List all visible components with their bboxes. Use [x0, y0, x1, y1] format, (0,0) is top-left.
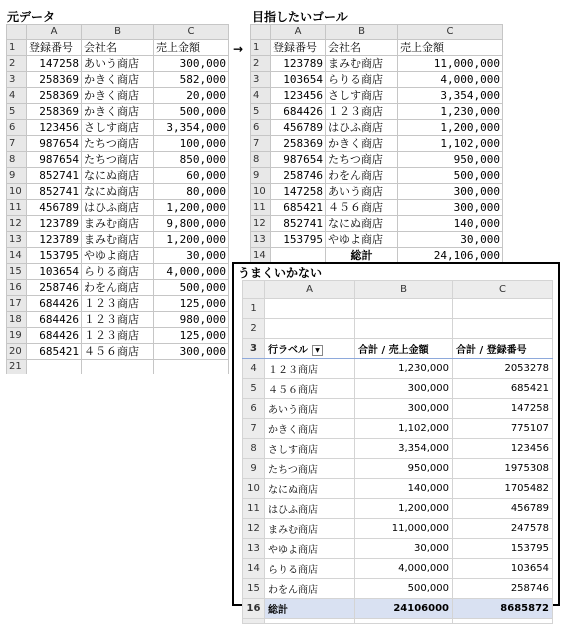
cell-company[interactable]: ４５６商店 [326, 200, 398, 216]
row-header[interactable]: 7 [243, 419, 265, 439]
pivot-row-label[interactable]: まみむ商店 [265, 519, 355, 539]
source-title: 元データ [7, 10, 56, 24]
cell-company[interactable]: さしす商店 [326, 88, 398, 104]
cell[interactable] [265, 619, 355, 624]
cell-id[interactable]: 258369 [27, 104, 82, 120]
pivot-total-id[interactable]: 8685872 [453, 599, 553, 619]
cell-amount[interactable]: 500,000 [154, 280, 229, 296]
pivot-row-label[interactable]: ４５６商店 [265, 379, 355, 399]
pivot-row-label[interactable]: らりる商店 [265, 559, 355, 579]
row-header[interactable]: 11 [243, 499, 265, 519]
cell[interactable] [154, 360, 229, 375]
row-header[interactable]: 2 [243, 319, 265, 339]
row-header[interactable]: 11 [251, 200, 271, 216]
cell-amount[interactable]: 9,800,000 [154, 216, 229, 232]
row-header[interactable]: 10 [7, 184, 27, 200]
row-header[interactable]: 15 [243, 579, 265, 599]
value-header-sales[interactable]: 合計 / 売上金額 [355, 339, 453, 359]
goal-title: 目指したいゴール [252, 10, 348, 24]
row-header[interactable]: 20 [7, 344, 27, 360]
cell-amount[interactable]: 500,000 [154, 104, 229, 120]
pivot-sales-sum[interactable]: 4,000,000 [355, 559, 453, 579]
pivot-sales-sum[interactable]: 3,354,000 [355, 439, 453, 459]
pivot-id-sum[interactable]: 775107 [453, 419, 553, 439]
cell-id[interactable]: 852741 [27, 184, 82, 200]
cell-id[interactable]: 147258 [27, 56, 82, 72]
cell-amount[interactable]: 980,000 [154, 312, 229, 328]
cell-amount[interactable]: 20,000 [154, 88, 229, 104]
column-header[interactable]: B [355, 281, 453, 299]
cell-id[interactable]: 685421 [271, 200, 326, 216]
pivot-row-label[interactable]: なにぬ商店 [265, 479, 355, 499]
select-all-corner[interactable] [243, 281, 265, 299]
cell-id[interactable]: 258369 [27, 88, 82, 104]
cell-amount[interactable]: 850,000 [154, 152, 229, 168]
cell-company[interactable]: かきく商店 [82, 72, 154, 88]
row-header[interactable]: 7 [251, 136, 271, 152]
cell-id[interactable]: 456789 [27, 200, 82, 216]
row-header[interactable]: 14 [251, 248, 271, 264]
cell-id[interactable]: 103654 [27, 264, 82, 280]
pivot-row-label[interactable]: １２３商店 [265, 359, 355, 379]
cell-amount[interactable]: 4,000,000 [154, 264, 229, 280]
cell-id[interactable]: 852741 [27, 168, 82, 184]
total-value[interactable]: 24,106,000 [398, 248, 503, 264]
pivot-sales-sum[interactable]: 500,000 [355, 579, 453, 599]
row-header[interactable]: 8 [7, 152, 27, 168]
cell[interactable] [355, 319, 453, 339]
cell-amount[interactable]: 30,000 [154, 248, 229, 264]
cell-amount[interactable]: 1,200,000 [154, 200, 229, 216]
cell-company[interactable]: さしす商店 [82, 120, 154, 136]
row-header[interactable]: 1 [7, 40, 27, 56]
pivot-total-label[interactable]: 総計 [265, 599, 355, 619]
pivot-sales-sum[interactable]: 140,000 [355, 479, 453, 499]
cell[interactable] [453, 319, 553, 339]
cell-amount[interactable]: 140,000 [398, 216, 503, 232]
cell-id[interactable]: 123456 [271, 88, 326, 104]
pivot-id-sum[interactable]: 103654 [453, 559, 553, 579]
pivot-row-label[interactable]: はひふ商店 [265, 499, 355, 519]
row-header[interactable]: 13 [251, 232, 271, 248]
cell-company[interactable]: たちつ商店 [326, 152, 398, 168]
cell-id[interactable]: 258746 [271, 168, 326, 184]
column-header[interactable]: A [271, 25, 326, 40]
dropdown-filter-icon[interactable]: ▼ [312, 345, 323, 356]
cell[interactable] [27, 360, 82, 375]
row-header[interactable]: 3 [7, 72, 27, 88]
cell[interactable] [82, 360, 154, 375]
cell-company[interactable]: やゆよ商店 [326, 232, 398, 248]
pivot-sales-sum[interactable]: 300,000 [355, 379, 453, 399]
cell-id[interactable]: 684426 [27, 328, 82, 344]
cell-id[interactable]: 103654 [271, 72, 326, 88]
pivot-id-sum[interactable]: 1705482 [453, 479, 553, 499]
cell-amount[interactable]: 1,230,000 [398, 104, 503, 120]
cell-amount[interactable]: 3,354,000 [154, 120, 229, 136]
value-header-id[interactable]: 合計 / 登録番号 [453, 339, 553, 359]
cell-id[interactable]: 147258 [271, 184, 326, 200]
cell[interactable] [265, 319, 355, 339]
cell-company[interactable]: かきく商店 [82, 104, 154, 120]
cell-company[interactable]: わをん商店 [326, 168, 398, 184]
cell-id[interactable]: 987654 [27, 152, 82, 168]
cell-id[interactable]: 123789 [271, 56, 326, 72]
pivot-row-label[interactable]: さしす商店 [265, 439, 355, 459]
pivot-id-sum[interactable]: 685421 [453, 379, 553, 399]
cell-company[interactable]: １２３商店 [82, 312, 154, 328]
column-header[interactable]: A [27, 25, 82, 40]
row-header[interactable]: 8 [251, 152, 271, 168]
row-header[interactable]: 2 [251, 56, 271, 72]
row-header[interactable]: 4 [243, 359, 265, 379]
cell-company[interactable]: １２３商店 [82, 328, 154, 344]
column-header[interactable]: C [154, 25, 229, 40]
cell-company[interactable]: １２３商店 [326, 104, 398, 120]
row-header[interactable]: 1 [243, 299, 265, 319]
header-cell[interactable]: 会社名 [82, 40, 154, 56]
cell-id[interactable]: 684426 [271, 104, 326, 120]
cell-company[interactable]: なにぬ商店 [82, 184, 154, 200]
row-header[interactable]: 9 [7, 168, 27, 184]
row-header[interactable]: 13 [7, 232, 27, 248]
cell-id[interactable]: 684426 [27, 312, 82, 328]
cell-company[interactable]: １２３商店 [82, 296, 154, 312]
row-header[interactable]: 17 [7, 296, 27, 312]
row-header[interactable]: 5 [243, 379, 265, 399]
row-header[interactable]: 9 [251, 168, 271, 184]
row-header[interactable]: 1 [251, 40, 271, 56]
pivot-sales-sum[interactable]: 300,000 [355, 399, 453, 419]
arrow-right-icon: → [233, 42, 244, 56]
cell-amount[interactable]: 950,000 [398, 152, 503, 168]
row-label-text: 行ラベル [268, 345, 308, 356]
row-header[interactable]: 6 [7, 120, 27, 136]
select-all-corner[interactable] [251, 25, 271, 40]
cell-amount[interactable]: 582,000 [154, 72, 229, 88]
total-label[interactable]: 総計 [326, 248, 398, 264]
pivot-row-label[interactable]: やゆよ商店 [265, 539, 355, 559]
source-sheet [6, 24, 229, 374]
cell-amount[interactable]: 125,000 [154, 296, 229, 312]
header-cell[interactable]: 売上金額 [154, 40, 229, 56]
pivot-row-label[interactable]: わをん商店 [265, 579, 355, 599]
cell-id[interactable]: 153795 [27, 248, 82, 264]
cell-id[interactable]: 987654 [271, 152, 326, 168]
pivot-total-sales[interactable]: 24106000 [355, 599, 453, 619]
row-header[interactable]: 5 [7, 104, 27, 120]
cell-id[interactable]: 456789 [271, 120, 326, 136]
cell-company[interactable]: らりる商店 [326, 72, 398, 88]
column-header[interactable]: A [265, 281, 355, 299]
pivot-table [242, 280, 553, 624]
pivot-row-label[interactable]: あいう商店 [265, 399, 355, 419]
cell[interactable] [355, 619, 453, 624]
cell-amount[interactable]: 30,000 [398, 232, 503, 248]
cell-amount[interactable]: 3,354,000 [398, 88, 503, 104]
cell-id[interactable]: 852741 [271, 216, 326, 232]
row-header[interactable]: 7 [7, 136, 27, 152]
row-header[interactable]: 5 [251, 104, 271, 120]
row-header[interactable]: 12 [7, 216, 27, 232]
cell-amount[interactable]: 11,000,000 [398, 56, 503, 72]
row-header[interactable]: 15 [7, 264, 27, 280]
cell-id[interactable]: 123789 [27, 216, 82, 232]
cell-amount[interactable]: 4,000,000 [398, 72, 503, 88]
pivot-id-sum[interactable]: 153795 [453, 539, 553, 559]
row-header[interactable]: 16 [243, 599, 265, 619]
cell-id[interactable]: 987654 [27, 136, 82, 152]
header-cell[interactable]: 登録番号 [27, 40, 82, 56]
pivot-sales-sum[interactable]: 30,000 [355, 539, 453, 559]
pivot-id-sum[interactable]: 123456 [453, 439, 553, 459]
row-label-header[interactable] [265, 339, 355, 359]
cell-company[interactable]: はひふ商店 [82, 200, 154, 216]
cell-id[interactable]: 258369 [27, 72, 82, 88]
cell-company[interactable]: まみむ商店 [82, 232, 154, 248]
cell-amount[interactable]: 1,102,000 [398, 136, 503, 152]
pivot-id-sum[interactable]: 247578 [453, 519, 553, 539]
row-header[interactable]: 4 [7, 88, 27, 104]
cell-company[interactable]: わをん商店 [82, 280, 154, 296]
cell-id[interactable]: 684426 [27, 296, 82, 312]
row-header[interactable]: 10 [251, 184, 271, 200]
cell-company[interactable]: かきく商店 [326, 136, 398, 152]
pivot-row-label[interactable]: たちつ商店 [265, 459, 355, 479]
pivot-id-sum[interactable]: 258746 [453, 579, 553, 599]
row-header[interactable] [243, 619, 265, 624]
cell-amount[interactable]: 80,000 [154, 184, 229, 200]
cell-amount[interactable]: 300,000 [398, 184, 503, 200]
cell-company[interactable]: たちつ商店 [82, 152, 154, 168]
pivot-sales-sum[interactable]: 950,000 [355, 459, 453, 479]
cell-amount[interactable]: 100,000 [154, 136, 229, 152]
cell-id[interactable]: 685421 [27, 344, 82, 360]
cell-amount[interactable]: 300,000 [398, 200, 503, 216]
cell-amount[interactable]: 1,200,000 [154, 232, 229, 248]
cell-id[interactable]: 123789 [27, 232, 82, 248]
cell-company[interactable]: ４５６商店 [82, 344, 154, 360]
pivot-panel [232, 262, 560, 616]
pivot-sales-sum[interactable]: 1,102,000 [355, 419, 453, 439]
row-header[interactable]: 14 [243, 559, 265, 579]
row-header[interactable]: 13 [243, 539, 265, 559]
cell-company[interactable]: やゆよ商店 [82, 248, 154, 264]
cell-company[interactable]: まみむ商店 [326, 56, 398, 72]
row-header[interactable]: 4 [251, 88, 271, 104]
cell[interactable] [265, 299, 355, 319]
cell-amount[interactable]: 1,200,000 [398, 120, 503, 136]
cell-company[interactable]: なにぬ商店 [82, 168, 154, 184]
row-header[interactable]: 8 [243, 439, 265, 459]
cell-company[interactable]: あいう商店 [82, 56, 154, 72]
header-cell[interactable]: 登録番号 [271, 40, 326, 56]
row-header[interactable]: 21 [7, 360, 27, 375]
goal-sheet [250, 24, 503, 264]
cell-company[interactable]: らりる商店 [82, 264, 154, 280]
header-cell[interactable]: 売上金額 [398, 40, 503, 56]
select-all-corner[interactable] [7, 25, 27, 40]
cell[interactable] [355, 299, 453, 319]
row-header[interactable]: 11 [7, 200, 27, 216]
pivot-row-label[interactable]: かきく商店 [265, 419, 355, 439]
cell-amount[interactable]: 300,000 [154, 344, 229, 360]
cell-company[interactable]: たちつ商店 [82, 136, 154, 152]
cell-amount[interactable]: 60,000 [154, 168, 229, 184]
column-header[interactable]: B [82, 25, 154, 40]
cell-id[interactable]: 123456 [27, 120, 82, 136]
row-header[interactable]: 2 [7, 56, 27, 72]
pivot-sales-sum[interactable]: 1,200,000 [355, 499, 453, 519]
cell-id[interactable]: 258746 [27, 280, 82, 296]
cell-amount[interactable]: 300,000 [154, 56, 229, 72]
row-header[interactable]: 6 [251, 120, 271, 136]
row-header[interactable]: 9 [243, 459, 265, 479]
column-header[interactable]: C [453, 281, 553, 299]
pivot-id-sum[interactable]: 1975308 [453, 459, 553, 479]
pivot-sales-sum[interactable]: 11,000,000 [355, 519, 453, 539]
row-header[interactable]: 10 [243, 479, 265, 499]
pivot-title: うまくいかない [238, 266, 323, 280]
cell-company[interactable]: なにぬ商店 [326, 216, 398, 232]
row-header[interactable]: 16 [7, 280, 27, 296]
cell-company[interactable]: まみむ商店 [82, 216, 154, 232]
cell-company[interactable]: あいう商店 [326, 184, 398, 200]
row-header[interactable]: 3 [251, 72, 271, 88]
row-header[interactable]: 12 [251, 216, 271, 232]
cell-company[interactable]: はひふ商店 [326, 120, 398, 136]
pivot-id-sum[interactable]: 2053278 [453, 359, 553, 379]
column-header[interactable]: B [326, 25, 398, 40]
pivot-id-sum[interactable]: 147258 [453, 399, 553, 419]
pivot-id-sum[interactable]: 456789 [453, 499, 553, 519]
cell-amount[interactable]: 500,000 [398, 168, 503, 184]
row-header[interactable]: 14 [7, 248, 27, 264]
pivot-sales-sum[interactable]: 1,230,000 [355, 359, 453, 379]
row-header[interactable]: 6 [243, 399, 265, 419]
column-header[interactable]: C [398, 25, 503, 40]
cell-id[interactable]: 153795 [271, 232, 326, 248]
header-cell[interactable]: 会社名 [326, 40, 398, 56]
cell[interactable] [453, 299, 553, 319]
row-header[interactable]: 19 [7, 328, 27, 344]
row-header[interactable]: 3 [243, 339, 265, 359]
cell-id[interactable]: 258369 [271, 136, 326, 152]
cell[interactable] [453, 619, 553, 624]
row-header[interactable]: 12 [243, 519, 265, 539]
row-header[interactable]: 18 [7, 312, 27, 328]
cell-amount[interactable]: 125,000 [154, 328, 229, 344]
cell-company[interactable]: かきく商店 [82, 88, 154, 104]
